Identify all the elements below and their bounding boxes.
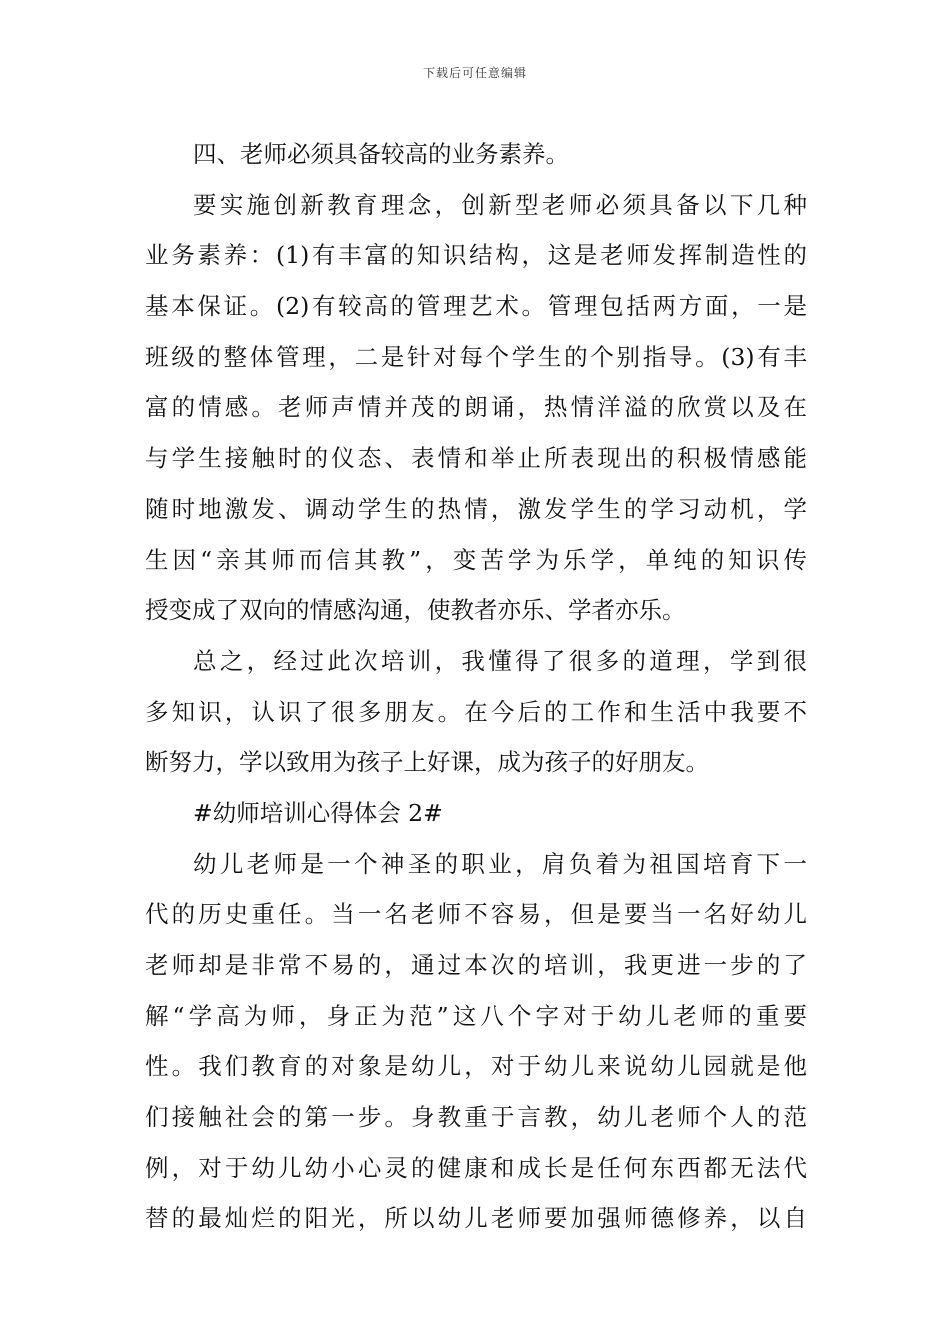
text-line: 班级的整体管理，二是针对每个学生的个别指导。(3)有丰 <box>145 342 807 371</box>
text-line: 生因“亲其师而信其教”，变苦学为乐学，单纯的知识传 <box>145 545 807 574</box>
text-line: 断努力，学以致用为孩子上好课，成为孩子的好朋友。 <box>145 748 709 777</box>
text-line: 与学生接触时的仪态、表情和举止所表现出的积极情感能 <box>145 444 807 473</box>
text-line: 业务素养：(1)有丰富的知识结构，这是老师发挥制造性的 <box>145 241 807 270</box>
text-line: 性。我们教育的对象是幼儿，对于幼儿来说幼儿园就是他 <box>145 1052 807 1081</box>
text-line: 授变成了双向的情感沟通，使教者亦乐、学者亦乐。 <box>145 596 686 625</box>
page-header-note: 下载后可任意编辑 <box>422 66 527 80</box>
document-body <box>145 129 807 1244</box>
text-line: 要实施创新教育理念，创新型老师必须具备以下几种 <box>193 190 807 219</box>
text-line: 四、老师必须具备较高的业务素养。 <box>193 140 569 168</box>
text-line: 解“学高为师，身正为范”这八个字对于幼儿老师的重要 <box>145 1001 807 1030</box>
text-line: 幼儿老师是一个神圣的职业，肩负着为祖国培育下一 <box>193 849 807 878</box>
text-line: 随时地激发、调动学生的热情，激发学生的学习动机，学 <box>145 494 807 523</box>
text-line: 例，对于幼儿幼小心灵的健康和成长是任何东西都无法代 <box>145 1153 807 1182</box>
text-line: 代的历史重任。当一名老师不容易，但是要当一名好幼儿 <box>145 900 807 929</box>
text-line: 多知识，认识了很多朋友。在今后的工作和生活中我要不 <box>145 697 807 726</box>
text-line: 基本保证。(2)有较高的管理艺术。管理包括两方面，一是 <box>145 292 807 321</box>
text-line: 替的最灿烂的阳光，所以幼儿老师要加强师德修养，以自 <box>145 1204 807 1233</box>
text-line: 们接触社会的第一步。身教重于言教，幼儿老师个人的范 <box>145 1103 807 1132</box>
text-line: 老师却是非常不易的，通过本次的培训，我更进一步的了 <box>145 951 807 979</box>
text-line: 富的情感。老师声情并茂的朗诵，热情洋溢的欣赏以及在 <box>145 393 807 422</box>
text-line: 总之，经过此次培训，我懂得了很多的道理，学到很 <box>193 646 807 675</box>
text-line: #幼师培训心得体会 2# <box>193 798 443 827</box>
